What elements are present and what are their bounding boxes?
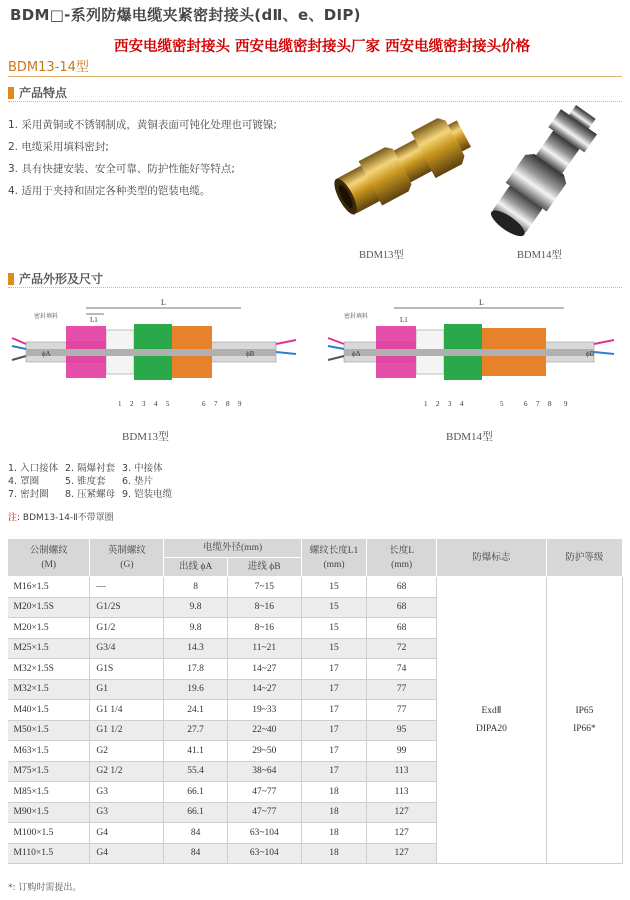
table-cell: 15 [301,597,367,618]
part-item: 3. 中接体 [122,463,163,474]
table-footnote: *: 订购时需提出。 [8,883,82,893]
svg-text:8: 8 [548,400,552,408]
table-cell: 9.8 [164,597,227,618]
table-cell: M40×1.5 [8,700,90,721]
table-cell: 18 [301,802,367,823]
parts-legend [8,462,179,501]
table-cell: 77 [367,700,437,721]
table-cell: M25×1.5 [8,638,90,659]
table-cell: 38~64 [227,761,301,782]
table-cell: 11~21 [227,638,301,659]
svg-text:ϕB: ϕB [246,350,255,358]
svg-text:6: 6 [524,400,528,408]
table-cell: 14~27 [227,679,301,700]
table-cell: 17.8 [164,659,227,680]
bdm13-photo [327,111,476,223]
table-cell: G1 [90,679,164,700]
svg-text:6: 6 [202,400,206,408]
table-cell: G2 [90,741,164,762]
table-cell: 68 [367,577,437,598]
section-marker-icon [8,273,14,285]
table-cell: 17 [301,741,367,762]
col-header-metric: 公制螺纹 (M) [8,539,90,577]
table-cell: 19.6 [164,679,227,700]
table-cell: M100×1.5 [8,823,90,844]
diagram-label-bdm14: BDM14型 [446,431,494,443]
table-cell: 14.3 [164,638,227,659]
table-cell: 77 [367,679,437,700]
table-cell: 41.1 [164,741,227,762]
table-cell: G3/4 [90,638,164,659]
table-cell: 18 [301,782,367,803]
note-prefix: 注: [8,513,21,523]
table-cell: 17 [301,679,367,700]
svg-text:ϕA: ϕA [42,350,51,358]
svg-text:9: 9 [238,400,242,408]
svg-text:4: 4 [460,400,464,408]
diagram-bdm13 [6,294,306,424]
svg-text:2: 2 [436,400,440,408]
table-cell: 8~16 [227,597,301,618]
dimensions-heading-text: 产品外形及尺寸 [19,272,104,286]
ex-mark-cell [436,577,546,864]
table-cell: 113 [367,761,437,782]
part-callouts [118,400,242,408]
feature-item: 2. 电缆采用填料密封; [8,141,109,153]
table-cell: — [90,577,164,598]
table-cell: 29~50 [227,741,301,762]
svg-text:9: 9 [564,400,568,408]
svg-text:2: 2 [130,400,134,408]
table-cell: M16×1.5 [8,577,90,598]
part-item: 9. 铠装电缆 [122,489,173,500]
svg-text:3: 3 [142,400,146,408]
svg-text:L1: L1 [400,316,408,324]
table-cell: G1 1/4 [90,700,164,721]
table-cell: M90×1.5 [8,802,90,823]
svg-text:密封填料: 密封填料 [34,313,59,320]
part-item: 7. 密封圈 [8,489,49,500]
section-marker-icon [8,87,14,99]
table-cell: 15 [301,638,367,659]
col-header-thread-len: 螺纹长度L1 (mm) [301,539,367,577]
divider [8,287,622,288]
spec-table-body [8,577,623,864]
table-cell: G4 [90,823,164,844]
svg-text:8: 8 [226,400,230,408]
col-header-imperial: 英制螺纹 (G) [90,539,164,577]
part-item: 8. 压紧螺母 [65,489,116,500]
svg-text:5: 5 [166,400,170,408]
ip-rating-line: IP66* [573,724,596,734]
table-cell: 63~104 [227,823,301,844]
col-header-out: 出线 ϕA [164,558,227,577]
table-cell: 17 [301,761,367,782]
ip-rating-cell [546,577,622,864]
table-cell: M85×1.5 [8,782,90,803]
table-cell: 15 [301,618,367,639]
table-cell: 17 [301,700,367,721]
table-row [8,577,623,598]
table-cell: M32×1.5S [8,659,90,680]
table-cell: 66.1 [164,802,227,823]
divider [8,76,622,77]
part-item: 6. 垫片 [122,476,154,487]
table-cell: G3 [90,802,164,823]
table-cell: 84 [164,823,227,844]
svg-text:1: 1 [424,400,428,408]
table-cell: 99 [367,741,437,762]
diagram-label-bdm13: BDM13型 [122,431,170,443]
table-cell: 17 [301,659,367,680]
table-cell: M63×1.5 [8,741,90,762]
svg-text:L1: L1 [90,316,98,324]
table-cell: 55.4 [164,761,227,782]
diagram-note [8,510,114,523]
table-cell: 66.1 [164,782,227,803]
subtitle-keywords: 西安电缆密封接头 西安电缆密封接头厂家 西安电缆密封接头价格 [114,38,531,55]
part-item: 5. 锥度套 [65,476,106,487]
table-cell: 22~40 [227,720,301,741]
table-cell: 63~104 [227,843,301,864]
svg-text:ϕA: ϕA [352,350,361,358]
table-cell: 68 [367,597,437,618]
col-header-ip: 防护等级 [546,539,622,577]
feature-item: 1. 采用黄铜或不锈钢制成，黄铜表面可钝化处理也可镀镍; [8,119,277,131]
table-cell: M110×1.5 [8,843,90,864]
table-cell: M75×1.5 [8,761,90,782]
product-photos [318,86,618,246]
table-cell: G1/2 [90,618,164,639]
diagram-bdm14 [324,294,624,424]
table-cell: 68 [367,618,437,639]
table-cell: G3 [90,782,164,803]
svg-text:密封填料: 密封填料 [344,313,369,320]
svg-text:1: 1 [118,400,122,408]
svg-text:5: 5 [500,400,504,408]
table-cell: 72 [367,638,437,659]
features-heading-text: 产品特点 [19,86,68,100]
table-cell: 14~27 [227,659,301,680]
table-cell: 7~15 [227,577,301,598]
table-cell: 27.7 [164,720,227,741]
svg-text:3: 3 [448,400,452,408]
table-cell: 19~33 [227,700,301,721]
photo-label-bdm14: BDM14型 [517,250,562,261]
col-header-length: 长度L (mm) [367,539,437,577]
table-cell: 127 [367,843,437,864]
part-item: 1. 入口接体 [8,463,59,474]
col-header-ex-mark: 防爆标志 [436,539,546,577]
ex-mark-line: ExdⅡ [481,706,502,716]
col-header-cable-od: 电缆外径(mm) [164,539,301,558]
svg-text:L: L [479,298,484,307]
part-item: 2. 隔爆衬套 [65,463,116,474]
table-cell: 47~77 [227,802,301,823]
table-cell: 113 [367,782,437,803]
table-cell: 95 [367,720,437,741]
table-cell: 18 [301,823,367,844]
svg-text:4: 4 [154,400,158,408]
svg-text:7: 7 [536,400,540,408]
table-cell: G2 1/2 [90,761,164,782]
svg-text:7: 7 [214,400,218,408]
model-name: BDM13-14型 [8,60,89,75]
table-cell: G1S [90,659,164,680]
table-cell: M20×1.5 [8,618,90,639]
table-cell: 8 [164,577,227,598]
features-heading [8,84,67,101]
table-cell: 18 [301,843,367,864]
table-cell: 127 [367,802,437,823]
table-cell: M20×1.5S [8,597,90,618]
table-cell: 74 [367,659,437,680]
table-cell: G1 1/2 [90,720,164,741]
feature-item: 4. 适用于夹持和固定各种类型的铠装电缆。 [8,185,211,197]
ex-mark-line: DIPA20 [476,724,507,734]
table-cell: 47~77 [227,782,301,803]
bdm14-photo [483,98,606,244]
table-cell: G1/2S [90,597,164,618]
table-cell: 127 [367,823,437,844]
svg-text:ϕB: ϕB [586,350,595,358]
spec-table [7,538,623,864]
ip-rating-line: IP65 [575,706,594,716]
table-cell: G4 [90,843,164,864]
note-text: BDM13-14-Ⅱ不带罩圈 [22,513,114,523]
table-cell: 8~16 [227,618,301,639]
table-cell: 17 [301,720,367,741]
features-list [8,114,277,202]
photo-label-bdm13: BDM13型 [359,250,404,261]
dim-L-label: L [161,298,166,307]
col-header-in: 进线 ϕB [227,558,301,577]
table-cell: 24.1 [164,700,227,721]
table-cell: 15 [301,577,367,598]
part-callouts [424,400,568,408]
table-cell: M32×1.5 [8,679,90,700]
table-cell: 84 [164,843,227,864]
part-item: 4. 罩圈 [8,476,40,487]
dimensions-heading [8,270,103,287]
table-cell: 9.8 [164,618,227,639]
page-title: BDM□-系列防爆电缆夹紧密封接头(dⅡ、e、DIP) [10,6,361,24]
table-cell: M50×1.5 [8,720,90,741]
feature-item: 3. 具有快捷安装、安全可靠、防护性能好等特点; [8,163,235,175]
